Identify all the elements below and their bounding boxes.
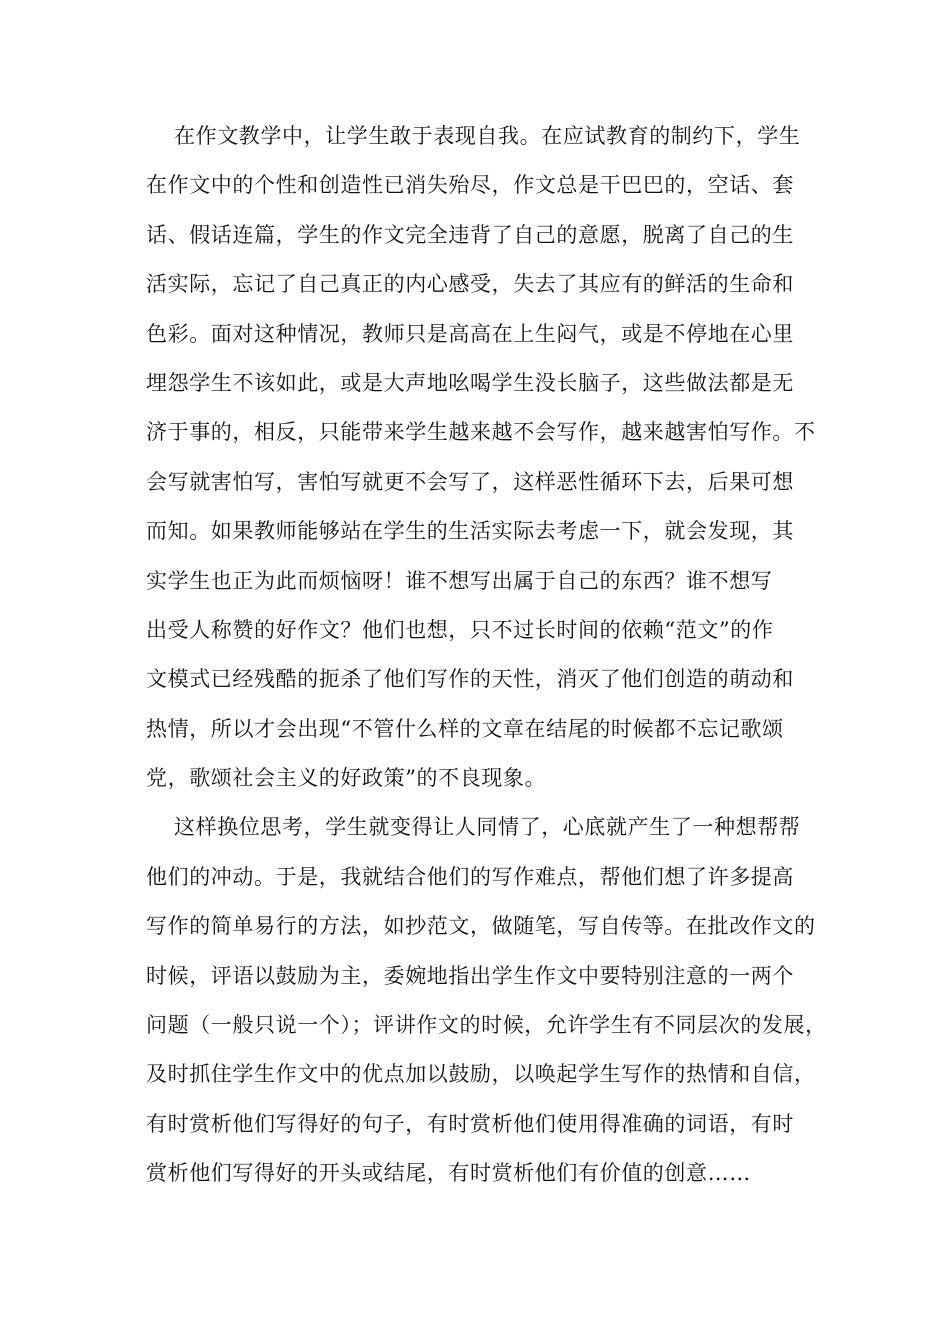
paragraph-line: 问题（一般只说一个）；评讲作文的时候，允许学生有不同层次的发展，: [146, 1013, 827, 1038]
paragraph-line: 赏析他们写得好的开头或结尾，有时赏析他们有价值的创意……: [146, 1161, 751, 1186]
paragraph-1: [146, 112, 816, 803]
paragraph-line: 出受人称赞的好作文？他们也想，只不过长时间的依赖“范文”的作: [146, 617, 774, 642]
paragraph-line: 在作文教学中，让学生敢于表现自我。在应试教育的制约下，学生: [174, 124, 801, 148]
paragraph-line: 在作文中的个性和创造性已消失殆尽，作文总是干巴巴的，空话、套: [146, 173, 794, 198]
paragraph-line: 写作的简单易行的方法，如抄范文，做随笔，写自传等。在批改作文的: [146, 914, 816, 939]
paragraph-line: 文模式已经残酷的扼杀了他们写作的天性，消灭了他们创造的萌动和: [146, 667, 794, 692]
paragraph-line: 他们的冲动。于是，我就结合他们的写作难点，帮他们想了许多提高: [146, 864, 794, 889]
paragraph-line: 及时抓住学生作文中的优点加以鼓励，以唤起学生写作的热情和自信，: [146, 1062, 816, 1087]
paragraph-line: 话、假话连篇，学生的作文完全违背了自己的意愿，脱离了自己的生: [146, 222, 794, 247]
paragraph-line: 会写就害怕写，害怕写就更不会写了，这样恶性循环下去，后果可想: [146, 469, 794, 494]
paragraph-line: 而知。如果教师能够站在学生的生活实际去考虑一下，就会发现，其: [146, 519, 794, 544]
paragraph-line: 济于事的，相反，只能带来学生越来越不会写作，越来越害怕写作。不: [146, 420, 816, 445]
paragraph-line: 时候，评语以鼓励为主，委婉地指出学生作文中要特别注意的一两个: [146, 963, 794, 988]
paragraph-line: 热情，所以才会出现“不管什么样的文章在结尾的时候都不忘记歌颂: [146, 716, 784, 741]
paragraph-line: 有时赏析他们写得好的句子，有时赏析他们使用得准确的词语，有时: [146, 1111, 794, 1136]
paragraph-line: 色彩。面对这种情况，教师只是高高在上生闷气，或是不停地在心里: [146, 321, 794, 346]
paragraph-line: 党，歌颂社会主义的好政策”的不良现象。: [146, 766, 547, 791]
paragraph-line: 实学生也正为此而烦恼呀！谁不想写出属于自己的东西？谁不想写: [146, 568, 773, 593]
paragraph-2: [146, 803, 827, 1198]
paragraph-line: 这样换位思考，学生就变得让人同情了，心底就产生了一种想帮帮: [174, 815, 801, 840]
paragraph-line: 活实际，忘记了自己真正的内心感受，失去了其应有的鲜活的生命和: [146, 272, 794, 297]
document-body: [146, 112, 827, 1199]
paragraph-line: 埋怨学生不该如此，或是大声地吆喝学生没长脑子，这些做法都是无: [146, 370, 794, 395]
